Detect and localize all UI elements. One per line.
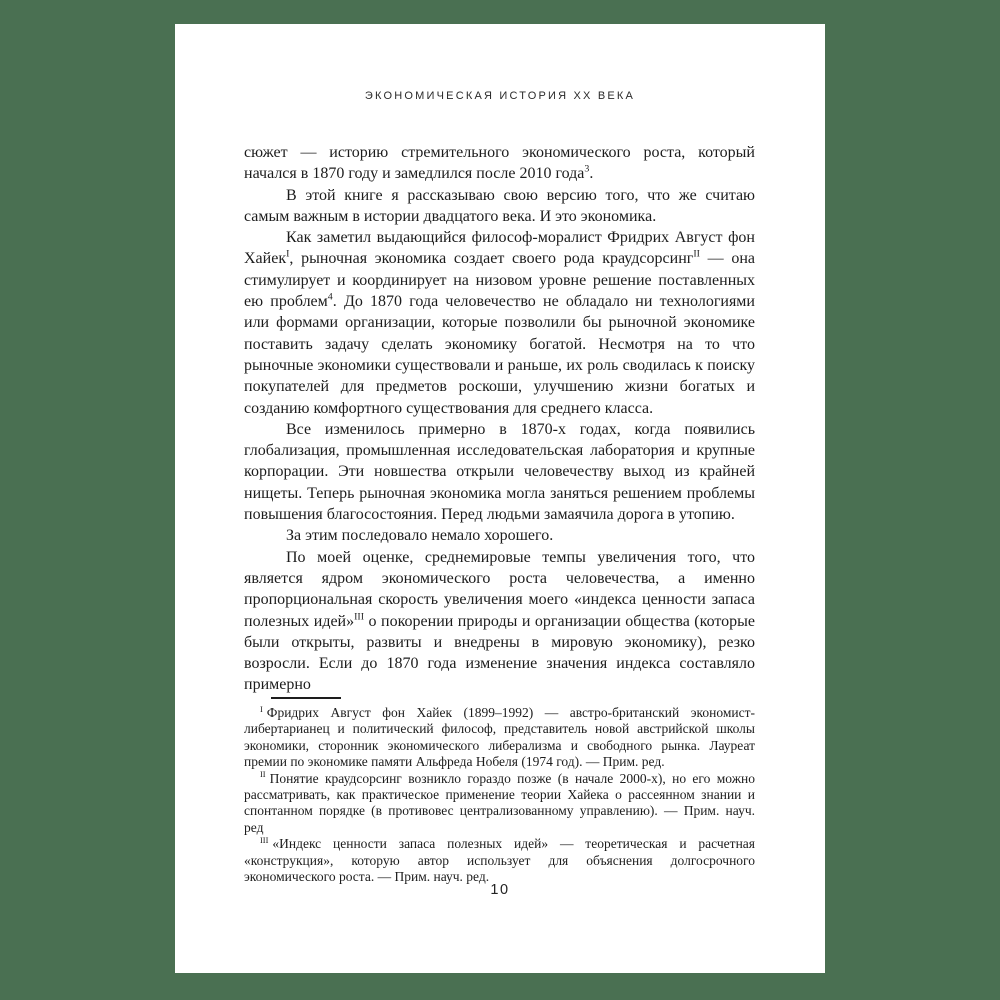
footnote-marker: II <box>260 770 266 780</box>
note-reference: I <box>286 249 290 261</box>
note-reference: III <box>354 611 365 623</box>
footnote-item: $^{III}$ «Индекс ценности запаса полезных идей» — теоретическая и расчетная «конструкция», которую автор использует для объяснения долгосрочного экономического роста. — Прим. науч. ред. <box>244 835 755 885</box>
paragraph: За этим последовало немало хорошего. <box>286 527 554 545</box>
footnote-item: $^I$ Фридрих Август фон Хайек (1899–1992) — австро-британский экономист-либертарианец и политический философ, представитель новой австрийской школы экономики, сторонник экономического либерализма и свободного рынка. Лауреат премии по экономике памяти Альфреда Нобеля (1974 год). — Прим. ред. <box>244 704 755 770</box>
footnote-separator <box>271 697 341 699</box>
footnote-marker: III <box>260 835 269 845</box>
footnote-item: $^{II}$ Понятие краудсорсинг возникло гораздо позже (в начале 2000-х), но его можно рассматривать, как практическое применение теории Хайека о рассеянном знании и спонтанном порядке (в противовес централизованному управлению). — Прим. науч. ред <box>244 770 755 835</box>
paragraph: Как заметил выдающийся философ-моралист Фридрих Август фон Хайек$^I$, рыночная экономика создает своего рода краудсорсинг$^{II}$ — она стимулирует и координирует на низовом уровне решение поставленных ею проблем$^4$. До 1870 года человечество не обладало ни технологиями или формами организации, которые позволили бы рыночной экономике поставить задачу сделать экономику богатой. Несмотря на то что рыночные экономики существовали и раньше, их роль сводилась к поиску покупателей для предметов роскоши, улучшению жизни богатых и созданию комфортного существования для среднего класса. <box>244 229 755 417</box>
note-reference: 3 <box>584 163 590 175</box>
note-reference: 4 <box>327 291 333 303</box>
book-page <box>175 24 825 973</box>
footnotes <box>244 705 755 885</box>
page-number: 10 <box>490 882 510 898</box>
running-head: ЭКОНОМИЧЕСКАЯ ИСТОРИЯ XX ВЕКА <box>364 90 636 102</box>
paragraph: сюжет — историю стремительного экономического роста, который начался в 1870 году и замедлился после 2010 года$^3$. <box>244 144 755 183</box>
paragraph: Все изменилось примерно в 1870-х годах, когда появились глобализация, промышленная исследовательская лаборатория и крупные корпорации. Эти новшества открыли человечеству выход из крайней нищеты. Теперь рыночная экономика могла заняться решением проблемы повышения благосостояния. Перед людьми замаячила дорога в утопию. <box>244 420 755 524</box>
paragraph: В этой книге я рассказываю свою версию того, что же считаю самым важным в истории двадцатого века. И это экономика. <box>244 186 755 225</box>
paragraph: По моей оценке, среднемировые темпы увеличения того, что является ядром экономического роста человечества, а именно пропорциональная скорость увеличения моего «индекса ценности запаса полезных идей»$^{III}$ о покорении природы и организации общества (которые были открыты, развиты и внедрены в мировую экономику), резко возросли. Если до 1870 года изменение значения индекса составляло примерно <box>244 548 755 694</box>
note-reference: II <box>693 249 700 261</box>
footnote-marker: I <box>260 704 263 714</box>
body-text <box>244 142 755 696</box>
